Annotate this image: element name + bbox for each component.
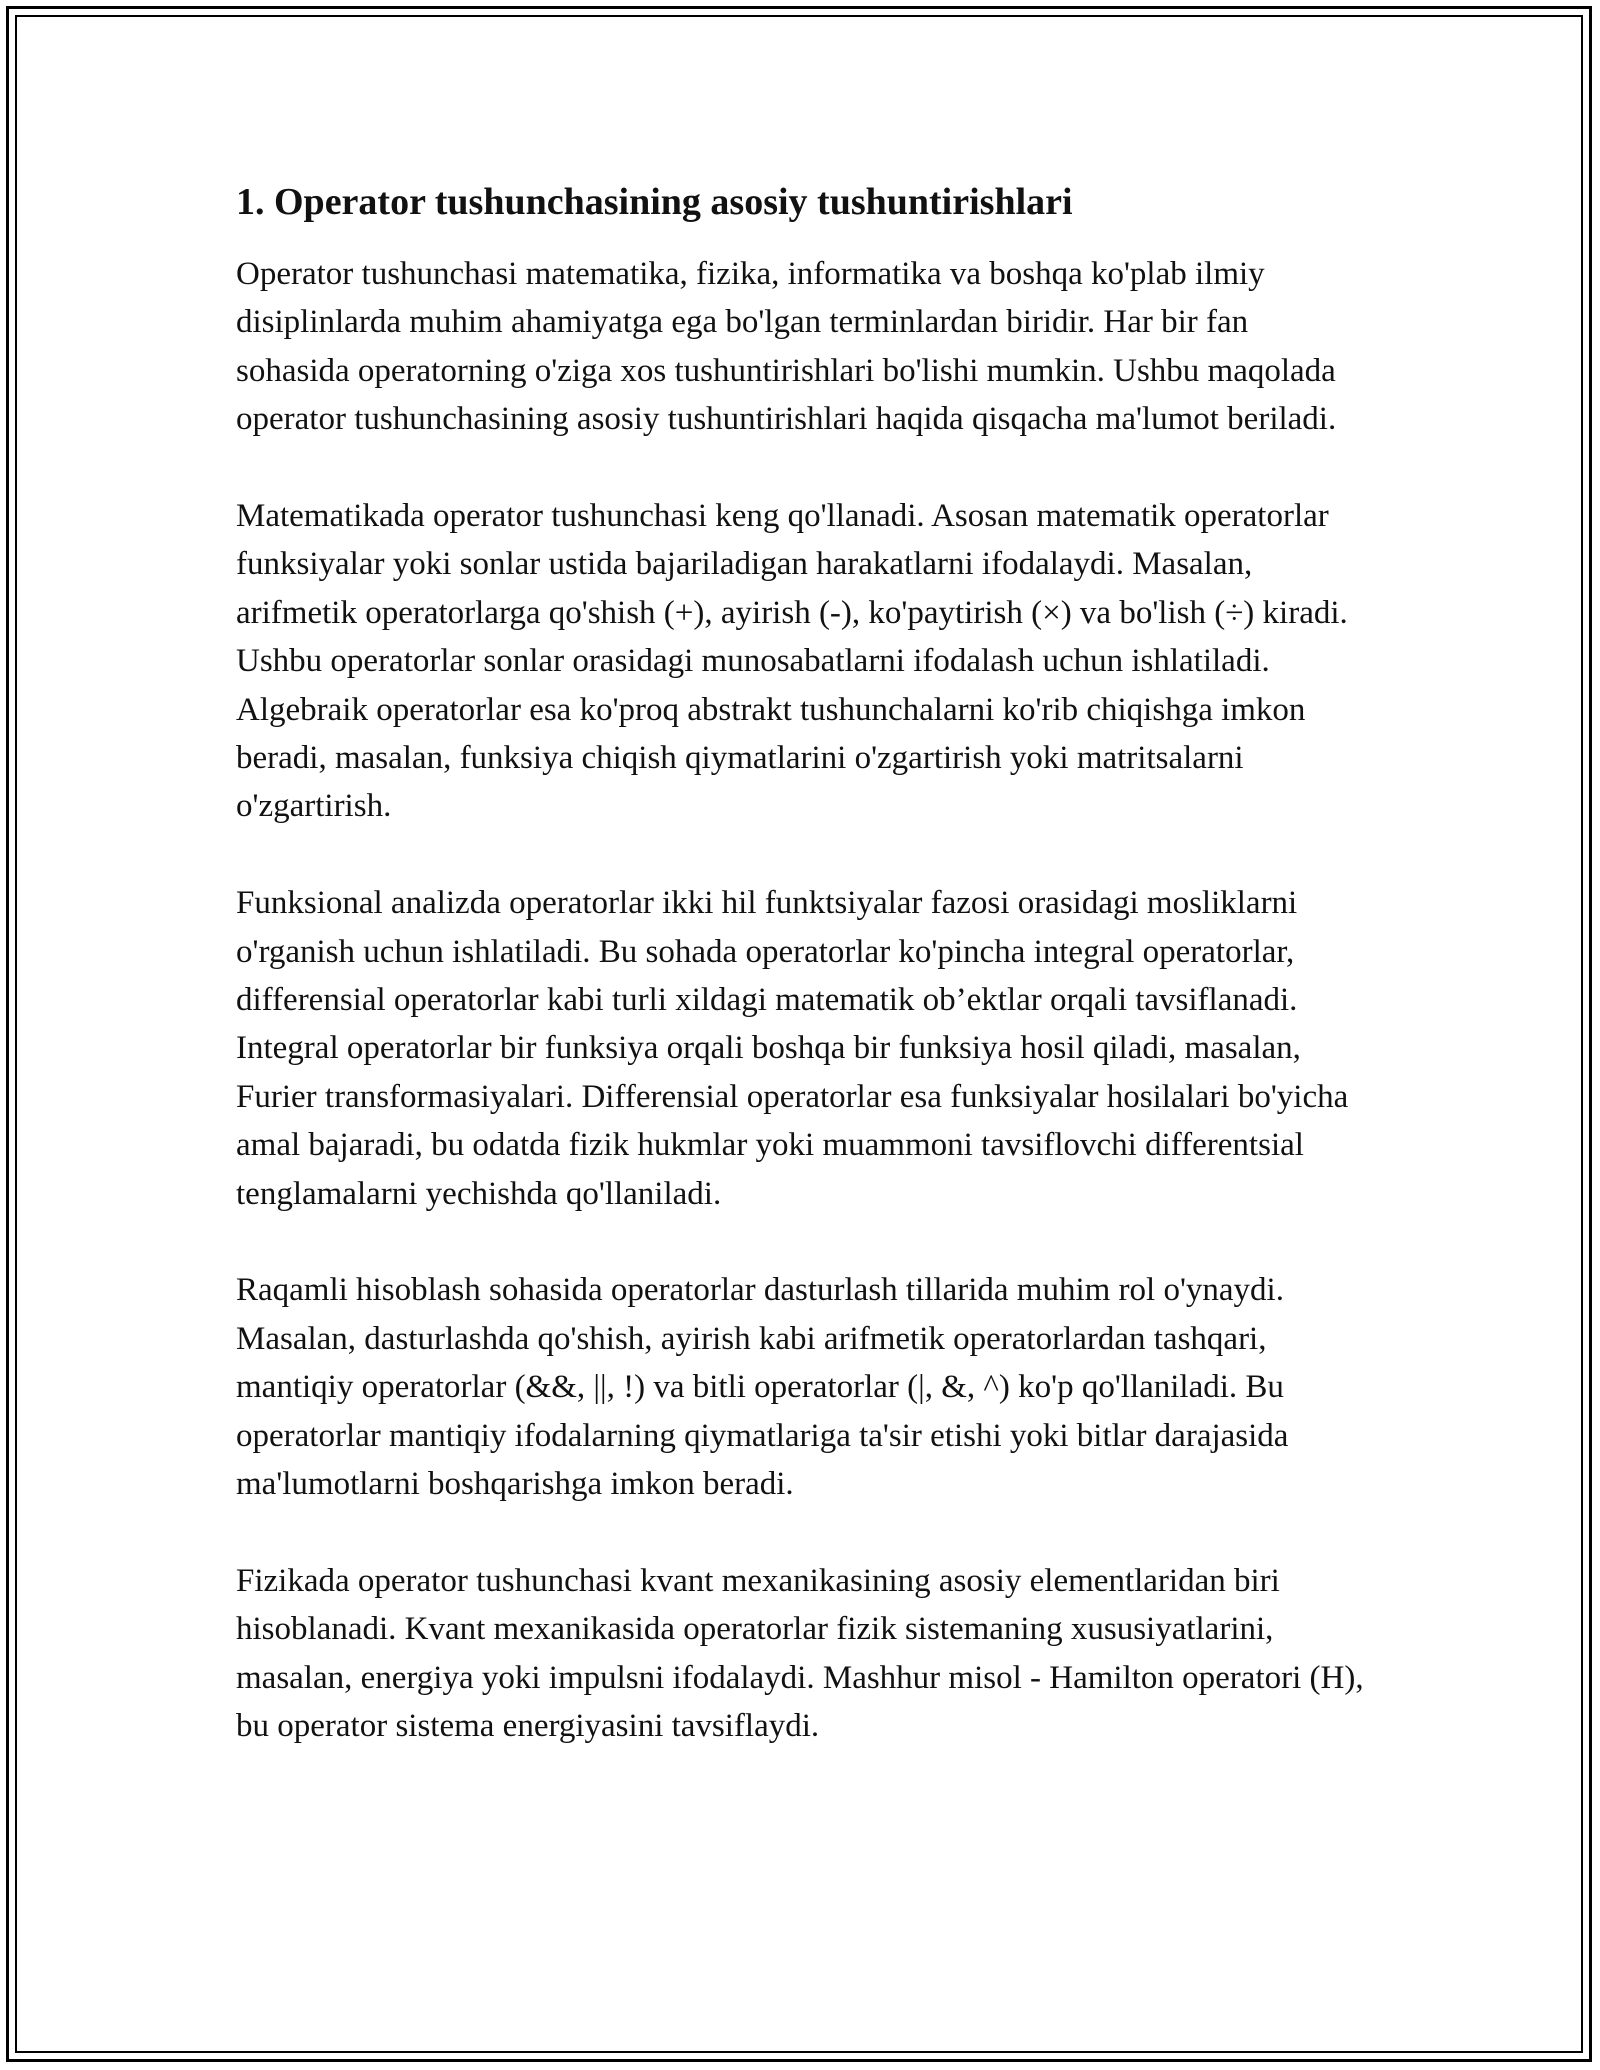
paragraph-intro: Operator tushunchasi matematika, fizika, informatika va boshqa ko'plab ilmiy disiplinlarda muhim ahamiyatga ega bo'lgan terminlardan biridir. Har bir fan sohasida operatorning o'ziga xos tushuntirishlari bo'lishi mumkin. Ushbu maqolada operator tushunchasining asosiy tushuntirishlari haqida qisqacha ma'lumot beriladi. <box>236 256 1337 438</box>
paragraph-mathematics: Matematikada operator tushunchasi keng qo'llanadi. Asosan matematik operatorlar funksiyalar yoki sonlar ustida bajariladigan harakatlarni ifodalaydi. Masalan, arifmetik operatorlarga qo'shish (+), ayirish (-), ko'paytirish (×) va bo'lish (÷) kiradi. Ushbu operatorlar sonlar orasidagi munosabatlarni ifodalash uchun ishlatiladi. Algebraik operatorlar esa ko'proq abstrakt tushunchalarni ko'rib chiqishga imkon beradi, masalan, funksiya chiqish qiymatlarini o'zgartirish yoki matritsalarni o'zgartirish. <box>236 498 1348 825</box>
document-body <box>236 178 1366 1751</box>
paragraph-functional-analysis: Funksional analizda operatorlar ikki hil funktsiyalar fazosi orasidagi mosliklarni o'rganish uchun ishlatiladi. Bu sohada operatorlar ko'pincha integral operatorlar, differensial operatorlar kabi turli xildagi matematik ob’ektlar orqali tavsiflanadi. Integral operatorlar bir funksiya orqali boshqa bir funksiya hosil qiladi, masalan, Furier transformasiyalari. Differensial operatorlar esa funksiyalar hosilalari bo'yicha amal bajaradi, bu odatda fizik hukmlar yoki muammoni tavsiflovchi differentsial tenglamalarni yechishda qo'llaniladi. <box>236 885 1349 1212</box>
paragraph-computing: Raqamli hisoblash sohasida operatorlar dasturlash tillarida muhim rol o'ynaydi. Masalan, dasturlashda qo'shish, ayirish kabi arifmetik operatorlardan tashqari, mantiqiy operatorlar (&&, ||, !) va bitli operatorlar (|, &, ^) ko'p qo'llaniladi. Bu operatorlar mantiqiy ifodalarning qiymatlariga ta'sir etishi yoki bitlar darajasida ma'lumotlarni boshqarishga imkon beradi. <box>236 1272 1289 1503</box>
paragraph-physics: Fizikada operator tushunchasi kvant mexanikasining asosiy elementlaridan biri hisoblanadi. Kvant mexanikasida operatorlar fizik sistemaning xususiyatlarini, masalan, energiya yoki impulsni ifodalaydi. Mashhur misol - Hamilton operatori (H), bu operator sistema energiyasini tavsiflaydi. <box>236 1562 1364 1745</box>
section-heading: 1. Operator tushunchasining asosiy tushuntirishlari <box>236 181 1073 223</box>
